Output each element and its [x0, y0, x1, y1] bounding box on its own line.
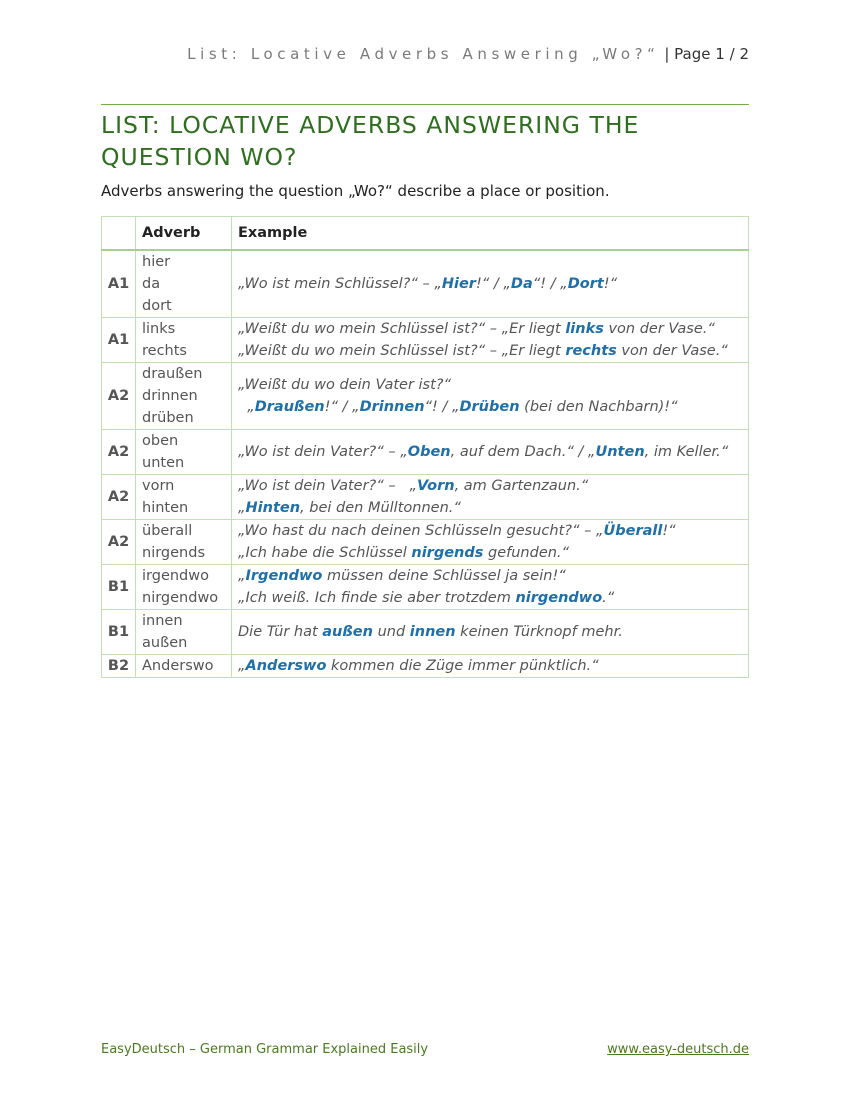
title-rule	[101, 104, 749, 105]
table-header-row	[102, 217, 749, 251]
example-line	[238, 621, 742, 643]
example-text: müssen deine Schlüssel ja sein!“	[322, 568, 566, 584]
table-row	[102, 655, 749, 678]
highlighted-adverb: Unten	[595, 444, 645, 460]
example-text: „	[238, 568, 246, 584]
example-text: „Wo ist dein Vater?“ – „	[238, 444, 408, 460]
example-cell	[232, 363, 749, 430]
example-text: „	[238, 500, 246, 516]
example-text: , auf dem Dach.“ / „	[450, 444, 596, 460]
example-line	[238, 273, 742, 295]
highlighted-adverb: Hier	[441, 276, 476, 292]
example-text: kommen die Züge immer pünktlich.“	[326, 658, 599, 674]
highlighted-adverb: Da	[510, 276, 533, 292]
example-text: .“	[602, 590, 615, 606]
highlighted-adverb: links	[565, 321, 604, 337]
highlighted-adverb: Irgendwo	[245, 568, 323, 584]
table-row	[102, 363, 749, 430]
example-text: gefunden.“	[483, 545, 570, 561]
example-line	[238, 565, 742, 587]
level-column-header	[102, 217, 136, 251]
example-text: „	[238, 399, 255, 415]
example-line	[238, 497, 742, 519]
adverb-cell	[136, 565, 232, 610]
adverb-word: links	[142, 321, 176, 337]
example-text: keinen Türknopf mehr.	[455, 624, 623, 640]
example-text: von der Vase.“	[616, 343, 728, 359]
adverb-word: hier	[142, 254, 171, 270]
highlighted-adverb: Überall	[603, 523, 663, 539]
example-line	[238, 374, 742, 396]
adverb-word: drinnen	[142, 388, 198, 404]
example-line	[238, 340, 742, 362]
adverb-word: hinten	[142, 500, 189, 516]
adverb-word: unten	[142, 455, 185, 471]
footer-website-link[interactable]: www.easy-deutsch.de	[607, 1042, 749, 1057]
level-cell: A2	[102, 430, 136, 475]
example-column-header: Example	[232, 217, 749, 251]
adverb-word: draußen	[142, 366, 203, 382]
highlighted-adverb: Oben	[407, 444, 451, 460]
example-text: „Wo ist dein Vater?“ – „	[238, 478, 417, 494]
example-text: !“	[603, 276, 618, 292]
adverb-cell	[136, 430, 232, 475]
highlighted-adverb: nirgends	[411, 545, 484, 561]
adverb-word: überall	[142, 523, 193, 539]
example-cell	[232, 475, 749, 520]
header-page-label: Page	[674, 45, 711, 63]
adverb-word: Anderswo	[142, 658, 214, 674]
example-line	[238, 587, 742, 609]
table-row	[102, 250, 749, 318]
example-text: „Ich weiß. Ich finde sie aber trotzdem	[238, 590, 516, 606]
table-row	[102, 430, 749, 475]
example-text: , bei den Mülltonnen.“	[300, 500, 461, 516]
example-text: “! / „	[424, 399, 460, 415]
table-body	[102, 250, 749, 678]
adverb-cell	[136, 610, 232, 655]
header-page-total: 2	[739, 45, 749, 63]
example-text: „	[238, 658, 246, 674]
level-cell: B2	[102, 655, 136, 678]
example-text: „Weißt du wo mein Schlüssel ist?“ – „Er liegt	[238, 321, 566, 337]
example-line	[238, 396, 742, 418]
table-row	[102, 610, 749, 655]
adverbs-table	[101, 216, 749, 678]
example-line	[238, 441, 742, 463]
adverb-cell	[136, 475, 232, 520]
example-text: (bei den Nachbarn)!“	[519, 399, 678, 415]
adverb-word: drüben	[142, 410, 194, 426]
adverb-word: da	[142, 276, 161, 292]
highlighted-adverb: Anderswo	[245, 658, 327, 674]
adverb-word: dort	[142, 298, 172, 314]
highlighted-adverb: außen	[322, 624, 373, 640]
example-cell	[232, 318, 749, 363]
adverb-word: oben	[142, 433, 179, 449]
example-text: und	[372, 624, 410, 640]
level-cell: A2	[102, 475, 136, 520]
example-cell	[232, 655, 749, 678]
example-text: „Weißt du wo mein Schlüssel ist?“ – „Er liegt	[238, 343, 566, 359]
example-text: „Weißt du wo dein Vater ist?“	[238, 377, 451, 393]
example-text: „Ich habe die Schlüssel	[238, 545, 412, 561]
example-cell	[232, 610, 749, 655]
adverb-word: nirgendwo	[142, 590, 219, 606]
example-cell	[232, 565, 749, 610]
example-text: !“ / „	[324, 399, 360, 415]
table-row	[102, 520, 749, 565]
adverb-cell	[136, 318, 232, 363]
example-text: „Wo ist mein Schlüssel?“ – „	[238, 276, 442, 292]
highlighted-adverb: Hinten	[245, 500, 301, 516]
page-title: LIST: LOCATIVE ADVERBS ANSWERING THE QUESTION WO?	[101, 111, 640, 171]
example-line	[238, 318, 742, 340]
level-cell: A2	[102, 520, 136, 565]
example-text: , im Keller.“	[644, 444, 729, 460]
table-row	[102, 475, 749, 520]
example-text: “! / „	[532, 276, 568, 292]
highlighted-adverb: Vorn	[416, 478, 455, 494]
highlighted-adverb: nirgendwo	[515, 590, 603, 606]
adverb-cell	[136, 363, 232, 430]
highlighted-adverb: Dort	[567, 276, 604, 292]
adverb-word: rechts	[142, 343, 187, 359]
header-title: List: Locative Adverbs Answering „Wo?“	[187, 45, 660, 63]
example-cell	[232, 430, 749, 475]
adverb-word: nirgends	[142, 545, 205, 561]
example-text: , am Gartenzaun.“	[454, 478, 589, 494]
adverb-cell	[136, 520, 232, 565]
example-line	[238, 655, 742, 677]
intro-text: Adverbs answering the question „Wo?“ describe a place or position.	[101, 182, 610, 200]
level-cell: B1	[102, 610, 136, 655]
example-line	[238, 542, 742, 564]
adverb-word: innen	[142, 613, 183, 629]
page-header	[187, 45, 749, 63]
highlighted-adverb: Draußen	[254, 399, 325, 415]
table-row	[102, 318, 749, 363]
example-line	[238, 475, 742, 497]
example-text: !“	[662, 523, 676, 539]
example-text: Die Tür hat	[238, 624, 323, 640]
adverb-word: vorn	[142, 478, 175, 494]
adverb-word: außen	[142, 635, 188, 651]
level-cell: B1	[102, 565, 136, 610]
highlighted-adverb: innen	[409, 624, 456, 640]
level-cell: A1	[102, 250, 136, 318]
highlighted-adverb: Drinnen	[359, 399, 425, 415]
header-page-divider: /	[729, 45, 735, 63]
highlighted-adverb: rechts	[565, 343, 617, 359]
level-cell: A1	[102, 318, 136, 363]
adverb-cell	[136, 655, 232, 678]
example-text: !“ / „	[475, 276, 511, 292]
table-row	[102, 565, 749, 610]
example-cell	[232, 250, 749, 318]
adverb-word: irgendwo	[142, 568, 209, 584]
adverb-column-header: Adverb	[136, 217, 232, 251]
highlighted-adverb: Drüben	[459, 399, 520, 415]
adverb-cell	[136, 250, 232, 318]
example-cell	[232, 520, 749, 565]
header-separator: |	[664, 45, 670, 63]
example-line	[238, 520, 742, 542]
example-text: „Wo hast du nach deinen Schlüsseln gesucht?“ – „	[238, 523, 604, 539]
footer-tagline: EasyDeutsch – German Grammar Explained Easily	[101, 1042, 429, 1057]
level-cell: A2	[102, 363, 136, 430]
example-text: von der Vase.“	[603, 321, 715, 337]
header-page-number: 1	[715, 45, 725, 63]
